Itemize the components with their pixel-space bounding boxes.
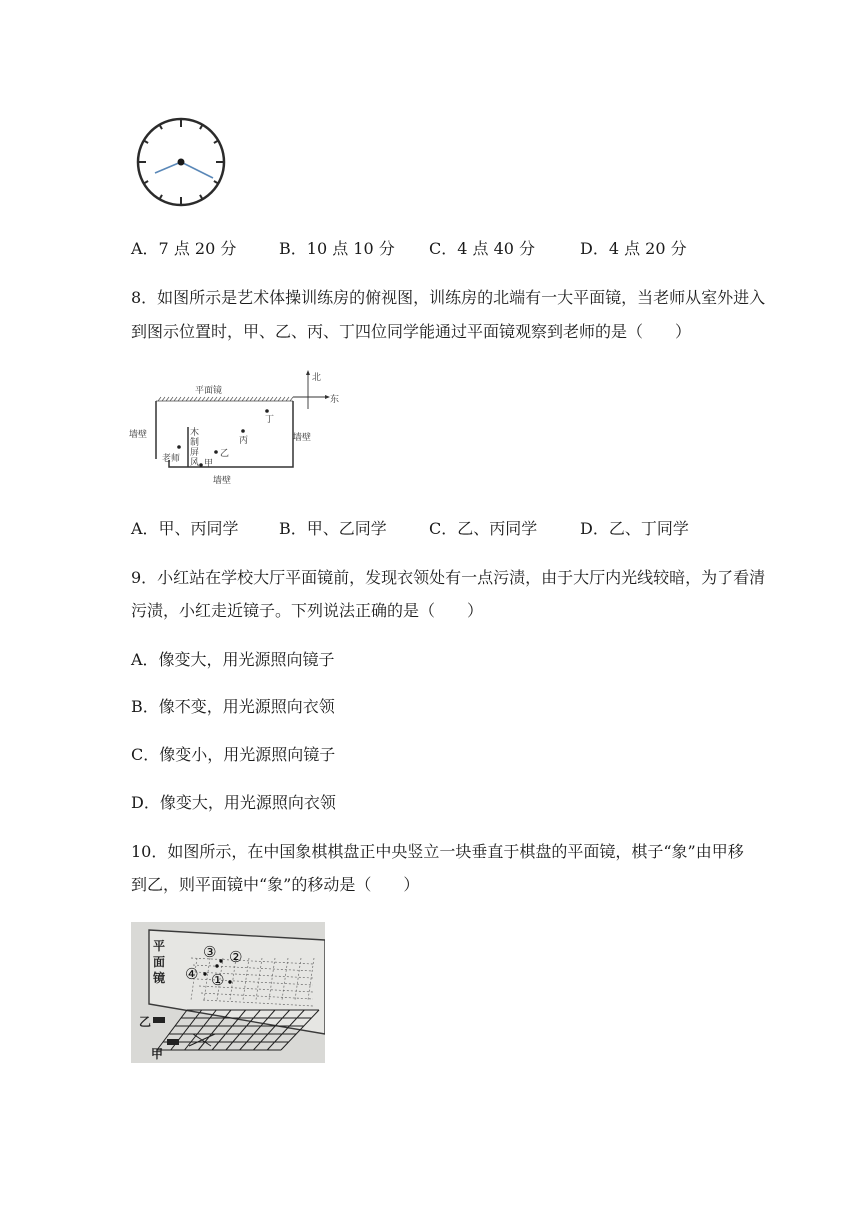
hatch-line [158,397,161,401]
hatch-line [178,397,181,401]
teacher-dot [177,445,181,449]
hatch-line [162,397,165,401]
wall-bottom-label: 墙壁 [213,476,232,486]
yi-dot [214,450,218,454]
hatch-line [270,397,273,401]
hatch-line [186,397,189,401]
ding-dot [265,409,269,413]
screen-char-3: 屏 [190,448,200,458]
q7-option-b: B．10 点 10 分 [279,239,395,258]
piece-jia [167,1039,179,1045]
marker-3: ③ [203,943,217,961]
yi-label: 乙 [220,449,230,459]
training-room-diagram [125,365,345,493]
yi-label: 乙 [139,1015,152,1029]
q8-option-a: A．甲、丙同学 [131,519,239,538]
hatch-line [214,397,217,401]
q8-question-line2: 到图示位置时，甲、乙、丙、丁四位同学能通过平面镜观察到老师的是（ ） [131,322,692,341]
wall-left-label: 墙壁 [129,430,148,440]
marker-1-dot [228,980,231,983]
marker-2: ② [229,948,243,966]
q9-option-b: B．像不变，用光源照向衣领 [131,697,335,716]
hatch-line [250,397,253,401]
hatch-line [174,397,177,401]
q9-option-c: C．像变小，用光源照向镜子 [131,745,336,764]
hatch-line [230,397,233,401]
q9-question-line2: 污渍，小红走近镜子。下列说法正确的是（ ） [131,601,484,620]
jia-label: 甲 [204,459,214,469]
hatch-line [166,397,169,401]
chessboard-mirror-photo [131,922,325,1063]
q9-option-d: D．像变大，用光源照向衣领 [131,793,336,812]
q7-option-a: A．7 点 20 分 [131,239,237,258]
jia-dot [199,463,203,467]
jia-label: 甲 [151,1047,164,1061]
north-label: 北 [312,373,322,383]
north-arrow-icon [306,370,310,375]
screen-char-1: 木 [190,428,200,438]
mirror-label: 平面镜 [195,386,223,396]
hatch-line [274,397,277,401]
hatch-line [202,397,205,401]
hatch-line [198,397,201,401]
piece-yi [153,1017,165,1023]
teacher-label: 老师 [162,454,181,464]
marker-4: ④ [185,965,199,983]
hatch-line [226,397,229,401]
q9-question-line1: 9．小红站在学校大厅平面镜前，发现衣领处有一点污渍，由于大厅内光线较暗，为了看清 [131,568,766,587]
hatch-line [194,397,197,401]
q8-option-b: B．甲、乙同学 [279,519,387,538]
hatch-line [246,397,249,401]
hatch-line [206,397,209,401]
q10-question-line2: 到乙，则平面镜中“象”的移动是（ ） [131,875,420,894]
hatch-line [282,397,285,401]
hatch-line [254,397,257,401]
hatch-line [182,397,185,401]
q8-question-line1: 8．如图所示是艺术体操训练房的俯视图，训练房的北端有一大平面镜，当老师从室外进入 [131,288,766,307]
ding-label: 丁 [265,415,275,425]
marker-4-dot [203,972,206,975]
hatch-line [262,397,265,401]
hatch-line [286,397,289,401]
q9-option-a: A．像变大，用光源照向镜子 [131,650,335,669]
hatch-line [222,397,225,401]
hatch-line [242,397,245,401]
clock-center [178,159,185,166]
hatch-line [218,397,221,401]
q10-question-line1: 10．如图所示，在中国象棋棋盘正中央竖立一块垂直于棋盘的平面镜，棋子“象”由甲移 [131,842,744,861]
bing-dot [241,429,245,433]
hatch-line [190,397,193,401]
hatch-line [170,397,173,401]
mirror-char-3: 镜 [153,971,166,985]
mirror-char-1: 平 [153,939,166,953]
hatch-line [210,397,213,401]
hatch-line [290,397,293,401]
hatch-line [266,397,269,401]
screen-char-4: 风 [190,458,200,468]
hatch-line [234,397,237,401]
marker-2-dot [215,964,218,967]
q8-option-d: D．乙、丁同学 [580,519,689,538]
screen-char-2: 制 [190,438,200,448]
q7-option-c: C．4 点 40 分 [429,239,536,258]
hatch-line [278,397,281,401]
east-label: 东 [330,395,340,405]
wall-right-label: 墙壁 [293,433,312,443]
clock-figure [134,115,228,209]
marker-3-dot [219,959,222,962]
bing-label: 丙 [239,436,249,446]
hatch-line [258,397,261,401]
mirror-char-2: 面 [153,955,166,969]
hatch-line [238,397,241,401]
q7-option-d: D．4 点 20 分 [580,239,687,258]
q8-option-c: C．乙、丙同学 [429,519,538,538]
marker-1: ① [211,971,225,989]
